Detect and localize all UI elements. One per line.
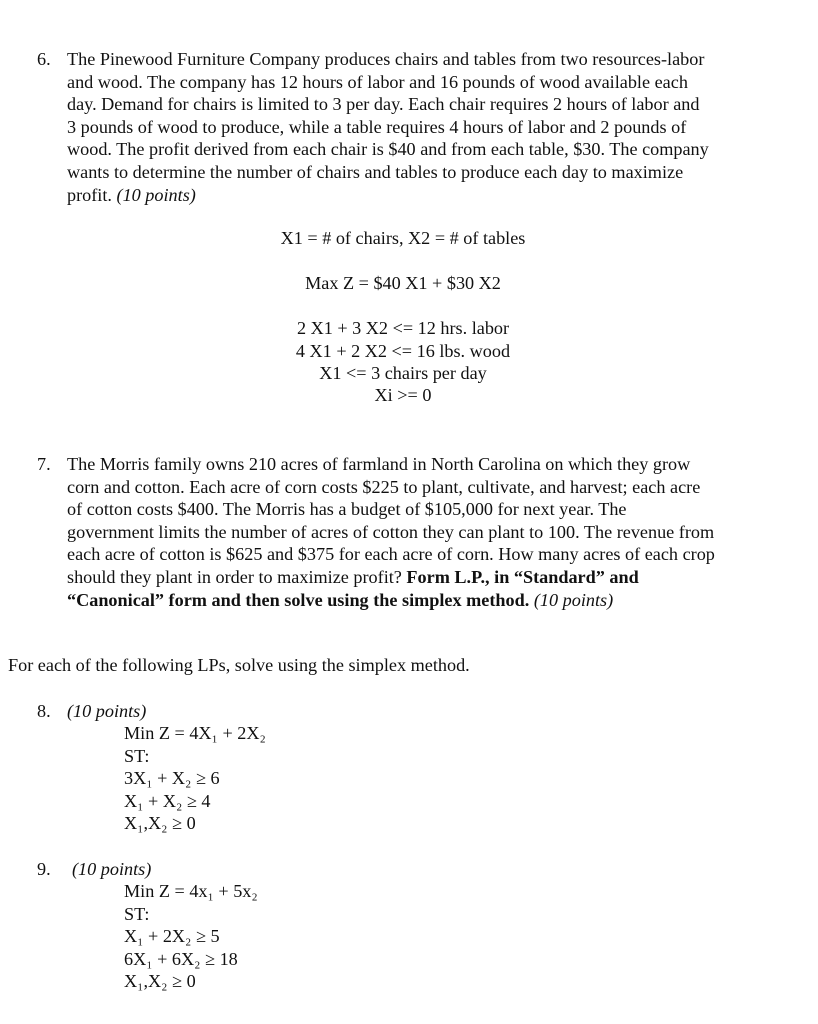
constraint: X₁,X₂ ≥ 0	[124, 971, 196, 991]
points-label: (10 points)	[533, 589, 614, 610]
text-line: wants to determine the number of chairs and tables to produce each day to maximize	[67, 161, 684, 182]
objective-function: Min Z = 4X₁ + 2X₂	[124, 723, 266, 743]
bold-instruction: “Canonical” form and then solve using the simplex method.	[67, 589, 530, 610]
text-line: The Morris family owns 210 acres of farmland in North Carolina on which they grow	[67, 454, 691, 474]
subject-to-label: ST:	[124, 746, 150, 766]
text-fragment: should they plant in order to maximize profit?	[67, 566, 402, 587]
bold-instruction: Form L.P., in “Standard” and	[406, 566, 639, 587]
text-line	[67, 566, 779, 589]
question-number: 8.	[37, 701, 51, 721]
points-label: (10 points)	[72, 859, 152, 879]
constraint: X1 <= 3 chairs per day	[319, 363, 487, 383]
objective-function: Max Z = $40 X1 + $30 X2	[305, 273, 501, 293]
constraint: 4 X1 + 2 X2 <= 16 lbs. wood	[295, 341, 511, 361]
text-line: government limits the number of acres of cotton they can plant to 100. The revenue from	[67, 521, 715, 542]
constraint: 3X₁ + X₂ ≥ 6	[124, 768, 220, 788]
text-line	[67, 184, 779, 207]
section-instruction: For each of the following LPs, solve using the simplex method.	[8, 655, 470, 675]
constraint: X₁,X₂ ≥ 0	[124, 813, 196, 833]
text-line: wood. The profit derived from each chair is $40 and from each table, $30. The company	[67, 139, 709, 160]
objective-function: Min Z = 4x₁ + 5x₂	[124, 881, 258, 901]
question-number: 6.	[37, 49, 51, 69]
constraint: X₁ + X₂ ≥ 4	[124, 791, 211, 811]
text-line: 3 pounds of wood to produce, while a table requires 4 hours of labor and 2 pounds of	[67, 116, 687, 137]
question-text	[67, 453, 779, 611]
text-line: and wood. The company has 12 hours of labor and 16 pounds of wood available each	[67, 71, 688, 92]
constraint: 6X₁ + 6X₂ ≥ 18	[124, 949, 238, 969]
text-line: each acre of cotton is $625 and $375 for each acre of corn. How many acres of each crop	[67, 544, 715, 565]
text-line: corn and cotton. Each acre of corn costs $225 to plant, cultivate, and harvest; each acre	[67, 476, 701, 497]
constraint: X₁ + 2X₂ ≥ 5	[124, 926, 220, 946]
text-line	[67, 589, 779, 612]
text-line: of cotton costs $400. The Morris has a budget of $105,000 for next year. The	[67, 499, 627, 520]
points-label: (10 points)	[116, 184, 196, 205]
constraint: Xi >= 0	[374, 385, 432, 405]
subject-to-label: ST:	[124, 904, 150, 924]
text-fragment: profit.	[67, 184, 112, 205]
text-line: The Pinewood Furniture Company produces chairs and tables from two resources-labor	[67, 49, 705, 69]
text-line: day. Demand for chairs is limited to 3 per day. Each chair requires 2 hours of labor and	[67, 94, 700, 115]
question-number: 7.	[37, 454, 51, 474]
question-number: 9.	[37, 859, 51, 879]
points-label: (10 points)	[67, 701, 147, 721]
constraint: 2 X1 + 3 X2 <= 12 hrs. labor	[296, 318, 510, 338]
variable-definitions: X1 = # of chairs, X2 = # of tables	[280, 228, 526, 248]
question-text	[67, 48, 779, 206]
